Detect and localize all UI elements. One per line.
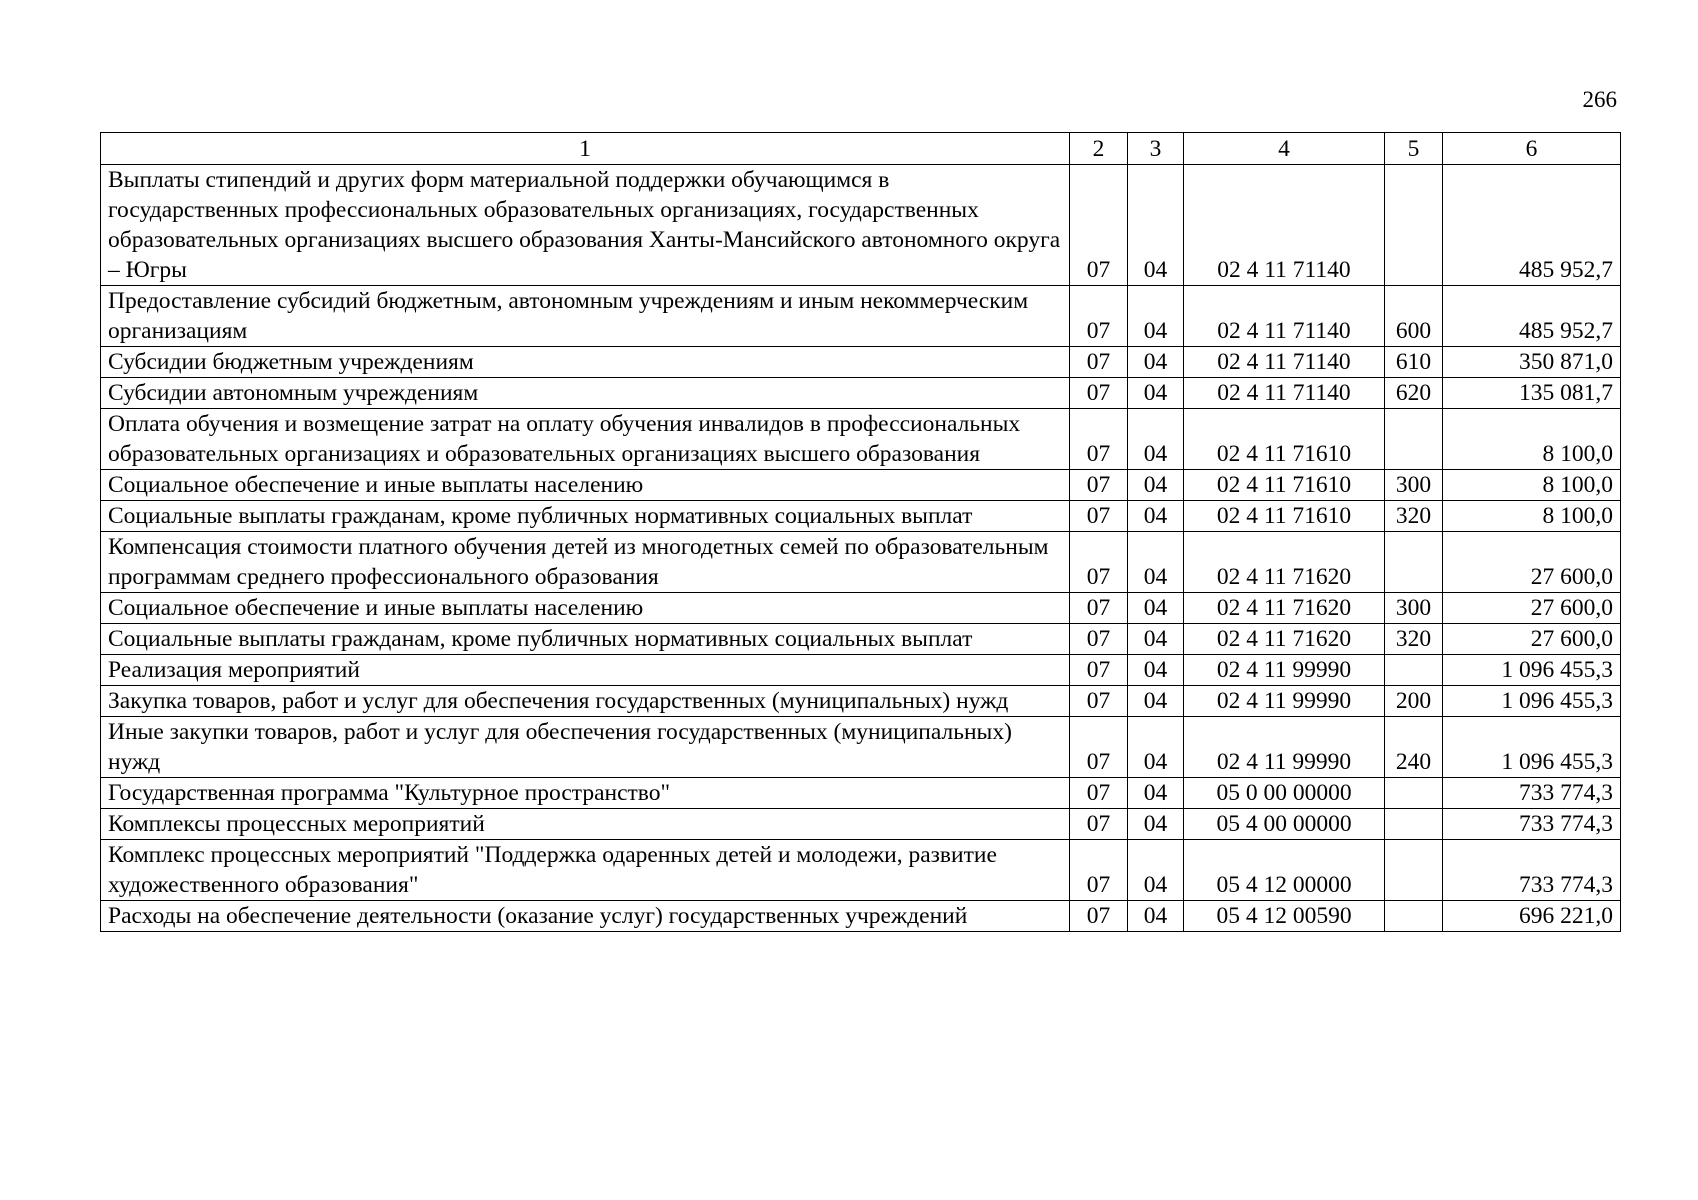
cell-code: 05 0 00 00000 (1184, 778, 1385, 809)
cell-amount: 27 600,0 (1443, 532, 1621, 593)
table-row (101, 809, 1621, 840)
cell-subsection: 04 (1128, 624, 1184, 655)
cell-section: 07 (1070, 378, 1128, 409)
cell-subsection: 04 (1128, 347, 1184, 378)
cell-amount: 1 096 455,3 (1443, 655, 1621, 686)
cell-code: 05 4 12 00590 (1184, 901, 1385, 932)
cell-subsection: 04 (1128, 378, 1184, 409)
column-header-name: 1 (101, 133, 1070, 165)
cell-type: 300 (1385, 593, 1443, 624)
cell-code: 02 4 11 71620 (1184, 624, 1385, 655)
cell-amount: 485 952,7 (1443, 286, 1621, 347)
cell-name: Иные закупки товаров, работ и услуг для обеспечения государственных (муниципальных) нужд (101, 717, 1070, 778)
cell-name: Социальные выплаты гражданам, кроме публичных нормативных социальных выплат (101, 624, 1070, 655)
cell-section: 07 (1070, 809, 1128, 840)
cell-name: Оплата обучения и возмещение затрат на оплату обучения инвалидов в профессиональных образовательных организациях и образовательных организациях высшего образования (101, 409, 1070, 470)
cell-amount: 8 100,0 (1443, 470, 1621, 501)
cell-type (1385, 778, 1443, 809)
cell-amount: 27 600,0 (1443, 593, 1621, 624)
table-row (101, 717, 1621, 778)
cell-code: 02 4 11 99990 (1184, 686, 1385, 717)
cell-type: 320 (1385, 624, 1443, 655)
cell-subsection: 04 (1128, 686, 1184, 717)
cell-subsection: 04 (1128, 655, 1184, 686)
table-header-row (101, 133, 1621, 165)
table-row (101, 501, 1621, 532)
cell-type: 600 (1385, 286, 1443, 347)
column-header-amount: 6 (1443, 133, 1621, 165)
cell-name: Реализация мероприятий (101, 655, 1070, 686)
cell-code: 02 4 11 99990 (1184, 717, 1385, 778)
cell-type (1385, 809, 1443, 840)
cell-name: Предоставление субсидий бюджетным, автономным учреждениям и иным некоммерческим организациям (101, 286, 1070, 347)
table-row (101, 593, 1621, 624)
cell-amount: 27 600,0 (1443, 624, 1621, 655)
cell-subsection: 04 (1128, 901, 1184, 932)
cell-name: Социальные выплаты гражданам, кроме публичных нормативных социальных выплат (101, 501, 1070, 532)
cell-name: Субсидии автономным учреждениям (101, 378, 1070, 409)
cell-type: 610 (1385, 347, 1443, 378)
cell-subsection: 04 (1128, 409, 1184, 470)
column-header-subsection: 3 (1128, 133, 1184, 165)
cell-section: 07 (1070, 624, 1128, 655)
column-header-code: 4 (1184, 133, 1385, 165)
cell-type (1385, 532, 1443, 593)
cell-type (1385, 409, 1443, 470)
cell-name: Субсидии бюджетным учреждениям (101, 347, 1070, 378)
cell-section: 07 (1070, 501, 1128, 532)
cell-subsection: 04 (1128, 286, 1184, 347)
table-row (101, 165, 1621, 286)
table-row (101, 778, 1621, 809)
cell-section: 07 (1070, 347, 1128, 378)
cell-name: Компенсация стоимости платного обучения детей из многодетных семей по образовательным программам среднего профессионального образования (101, 532, 1070, 593)
cell-type: 620 (1385, 378, 1443, 409)
cell-amount: 350 871,0 (1443, 347, 1621, 378)
cell-type: 200 (1385, 686, 1443, 717)
table-row (101, 286, 1621, 347)
cell-code: 02 4 11 71140 (1184, 286, 1385, 347)
cell-code: 02 4 11 71140 (1184, 165, 1385, 286)
cell-type: 240 (1385, 717, 1443, 778)
cell-name: Комплексы процессных мероприятий (101, 809, 1070, 840)
cell-amount: 135 081,7 (1443, 378, 1621, 409)
cell-code: 02 4 11 99990 (1184, 655, 1385, 686)
cell-section: 07 (1070, 778, 1128, 809)
cell-name: Закупка товаров, работ и услуг для обеспечения государственных (муниципальных) нужд (101, 686, 1070, 717)
cell-type (1385, 655, 1443, 686)
table-body (101, 165, 1621, 932)
cell-name: Социальное обеспечение и иные выплаты населению (101, 593, 1070, 624)
table-row (101, 409, 1621, 470)
cell-section: 07 (1070, 840, 1128, 901)
table-row (101, 624, 1621, 655)
cell-amount: 733 774,3 (1443, 840, 1621, 901)
cell-amount: 1 096 455,3 (1443, 686, 1621, 717)
cell-subsection: 04 (1128, 809, 1184, 840)
cell-name: Комплекс процессных мероприятий "Поддержка одаренных детей и молодежи, развитие художественного образования" (101, 840, 1070, 901)
cell-section: 07 (1070, 686, 1128, 717)
table-row (101, 378, 1621, 409)
cell-subsection: 04 (1128, 778, 1184, 809)
cell-subsection: 04 (1128, 593, 1184, 624)
cell-section: 07 (1070, 593, 1128, 624)
cell-amount: 696 221,0 (1443, 901, 1621, 932)
cell-amount: 733 774,3 (1443, 809, 1621, 840)
cell-section: 07 (1070, 165, 1128, 286)
cell-code: 02 4 11 71610 (1184, 501, 1385, 532)
cell-name: Социальное обеспечение и иные выплаты населению (101, 470, 1070, 501)
table-row (101, 686, 1621, 717)
cell-section: 07 (1070, 717, 1128, 778)
cell-section: 07 (1070, 409, 1128, 470)
cell-type (1385, 840, 1443, 901)
page-number: 266 (1582, 87, 1617, 112)
table-row (101, 347, 1621, 378)
cell-code: 02 4 11 71620 (1184, 532, 1385, 593)
cell-type: 320 (1385, 501, 1443, 532)
cell-amount: 8 100,0 (1443, 409, 1621, 470)
cell-code: 02 4 11 71140 (1184, 347, 1385, 378)
cell-section: 07 (1070, 901, 1128, 932)
cell-code: 05 4 00 00000 (1184, 809, 1385, 840)
cell-type (1385, 901, 1443, 932)
cell-section: 07 (1070, 286, 1128, 347)
cell-amount: 1 096 455,3 (1443, 717, 1621, 778)
budget-table (100, 132, 1621, 932)
cell-subsection: 04 (1128, 717, 1184, 778)
table-row (101, 840, 1621, 901)
cell-type (1385, 165, 1443, 286)
cell-amount: 733 774,3 (1443, 778, 1621, 809)
cell-name: Выплаты стипендий и других форм материальной поддержки обучающимся в государственных профессиональных образовательных организациях, государственных образовательных организациях высшего образования Ханты-Мансийского автономного округа – Югры (101, 165, 1070, 286)
column-header-section: 2 (1070, 133, 1128, 165)
cell-amount: 485 952,7 (1443, 165, 1621, 286)
cell-code: 05 4 12 00000 (1184, 840, 1385, 901)
cell-subsection: 04 (1128, 501, 1184, 532)
cell-code: 02 4 11 71620 (1184, 593, 1385, 624)
table-row (101, 901, 1621, 932)
table-row (101, 655, 1621, 686)
column-header-type: 5 (1385, 133, 1443, 165)
cell-code: 02 4 11 71140 (1184, 378, 1385, 409)
cell-section: 07 (1070, 470, 1128, 501)
cell-type: 300 (1385, 470, 1443, 501)
cell-subsection: 04 (1128, 470, 1184, 501)
table-row (101, 532, 1621, 593)
cell-subsection: 04 (1128, 532, 1184, 593)
cell-name: Расходы на обеспечение деятельности (оказание услуг) государственных учреждений (101, 901, 1070, 932)
cell-subsection: 04 (1128, 165, 1184, 286)
cell-code: 02 4 11 71610 (1184, 470, 1385, 501)
table-row (101, 470, 1621, 501)
cell-name: Государственная программа "Культурное пространство" (101, 778, 1070, 809)
cell-section: 07 (1070, 532, 1128, 593)
cell-subsection: 04 (1128, 840, 1184, 901)
cell-code: 02 4 11 71610 (1184, 409, 1385, 470)
cell-amount: 8 100,0 (1443, 501, 1621, 532)
cell-section: 07 (1070, 655, 1128, 686)
